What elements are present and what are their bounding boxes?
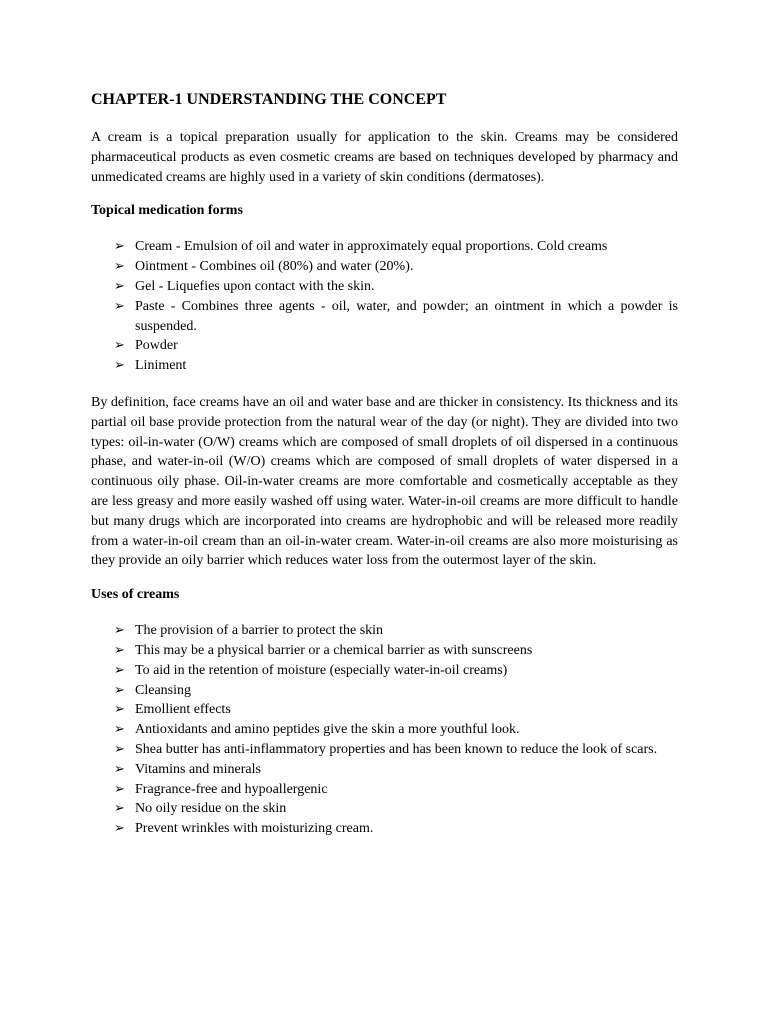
document-page [91,88,678,839]
arrow-bullet-icon: ➢ [114,801,125,817]
arrow-bullet-icon: ➢ [114,298,125,314]
list-item-text: Ointment - Combines oil (80%) and water (20%). [135,259,414,275]
arrow-bullet-icon: ➢ [114,239,125,255]
list-item-text: This may be a physical barrier or a chemical barrier as with sunscreens [135,642,533,658]
list-item-text: Cream - Emulsion of oil and water in approximately equal proportions. Cold creams [135,239,608,255]
uses-list [91,621,678,839]
list-item [114,661,678,681]
uses-heading: Uses of creams [91,587,180,603]
list-item [114,257,678,277]
list-item-text: Antioxidants and amino peptides give the skin a more youthful look. [135,722,520,738]
topical-forms-list [91,237,678,376]
list-item [114,780,678,800]
arrow-bullet-icon: ➢ [114,259,125,275]
list-item-text: Liniment [135,358,187,374]
list-item-text: To aid in the retention of moisture (especially water-in-oil creams) [135,662,508,678]
arrow-bullet-icon: ➢ [114,358,125,374]
list-item-text: Cleansing [135,682,191,698]
list-item-text: Shea butter has anti-inflammatory properties and has been known to reduce the look of scars. [135,741,658,757]
list-item [114,700,678,720]
list-item [114,277,678,297]
list-item [114,336,678,356]
list-item [114,641,678,661]
arrow-bullet-icon: ➢ [114,781,125,797]
definition-paragraph: By definition, face creams have an oil and water base and are thicker in consistency. Its thickness and its partial oil base provide protection from the natural wear of the day (or night). They are divided into two types: oil-in-water (O/W) creams which are composed of small droplets of oil dispersed in a continuous phase, and water-in-oil (W/O) creams which are composed of small droplets of water dispersed in a continuous oily phase. Oil-in-water creams are more comfortable and cosmetically acceptable as they are less greasy and more easily washed off using water. Water-in-oil creams are more difficult to handle but many drugs which are incorporated into creams are hydrophobic and will be released more readily from a water-in-oil cream than an oil-in-water cream. Water-in-oil creams are also more moisturising as they provide an oily barrier which reduces water loss from the outermost layer of the skin. [91,394,678,569]
list-item [114,799,678,819]
arrow-bullet-icon: ➢ [114,761,125,777]
arrow-bullet-icon: ➢ [114,662,125,678]
list-item-text: Prevent wrinkles with moisturizing cream. [135,821,374,837]
arrow-bullet-icon: ➢ [114,722,125,738]
list-item [114,681,678,701]
list-item [114,621,678,641]
arrow-bullet-icon: ➢ [114,821,125,837]
arrow-bullet-icon: ➢ [114,338,125,354]
list-item [114,237,678,257]
list-item [114,356,678,376]
list-item [114,297,678,337]
list-item-text: The provision of a barrier to protect the skin [135,623,384,639]
list-item [114,760,678,780]
arrow-bullet-icon: ➢ [114,702,125,718]
list-item-text: Paste - Combines three agents - oil, water, and powder; an ointment in which a powder is suspended. [135,298,678,334]
list-item-text: No oily residue on the skin [135,801,287,817]
list-item [114,819,678,839]
list-item [114,740,678,760]
list-item-text: Gel - Liquefies upon contact with the skin. [135,278,375,294]
chapter-title: CHAPTER-1 UNDERSTANDING THE CONCEPT [91,91,447,108]
arrow-bullet-icon: ➢ [114,623,125,639]
intro-paragraph: A cream is a topical preparation usually for application to the skin. Creams may be considered pharmaceutical products as even cosmetic creams are based on techniques developed by pharmacy and unmedicated creams are highly used in a variety of skin conditions (dermatoses). [91,130,678,185]
arrow-bullet-icon: ➢ [114,642,125,658]
arrow-bullet-icon: ➢ [114,741,125,757]
arrow-bullet-icon: ➢ [114,682,125,698]
list-item [114,720,678,740]
list-item-text: Fragrance-free and hypoallergenic [135,781,328,797]
topical-forms-heading: Topical medication forms [91,203,243,219]
list-item-text: Emollient effects [135,702,231,718]
list-item-text: Powder [135,338,178,354]
list-item-text: Vitamins and minerals [135,761,261,777]
arrow-bullet-icon: ➢ [114,278,125,294]
